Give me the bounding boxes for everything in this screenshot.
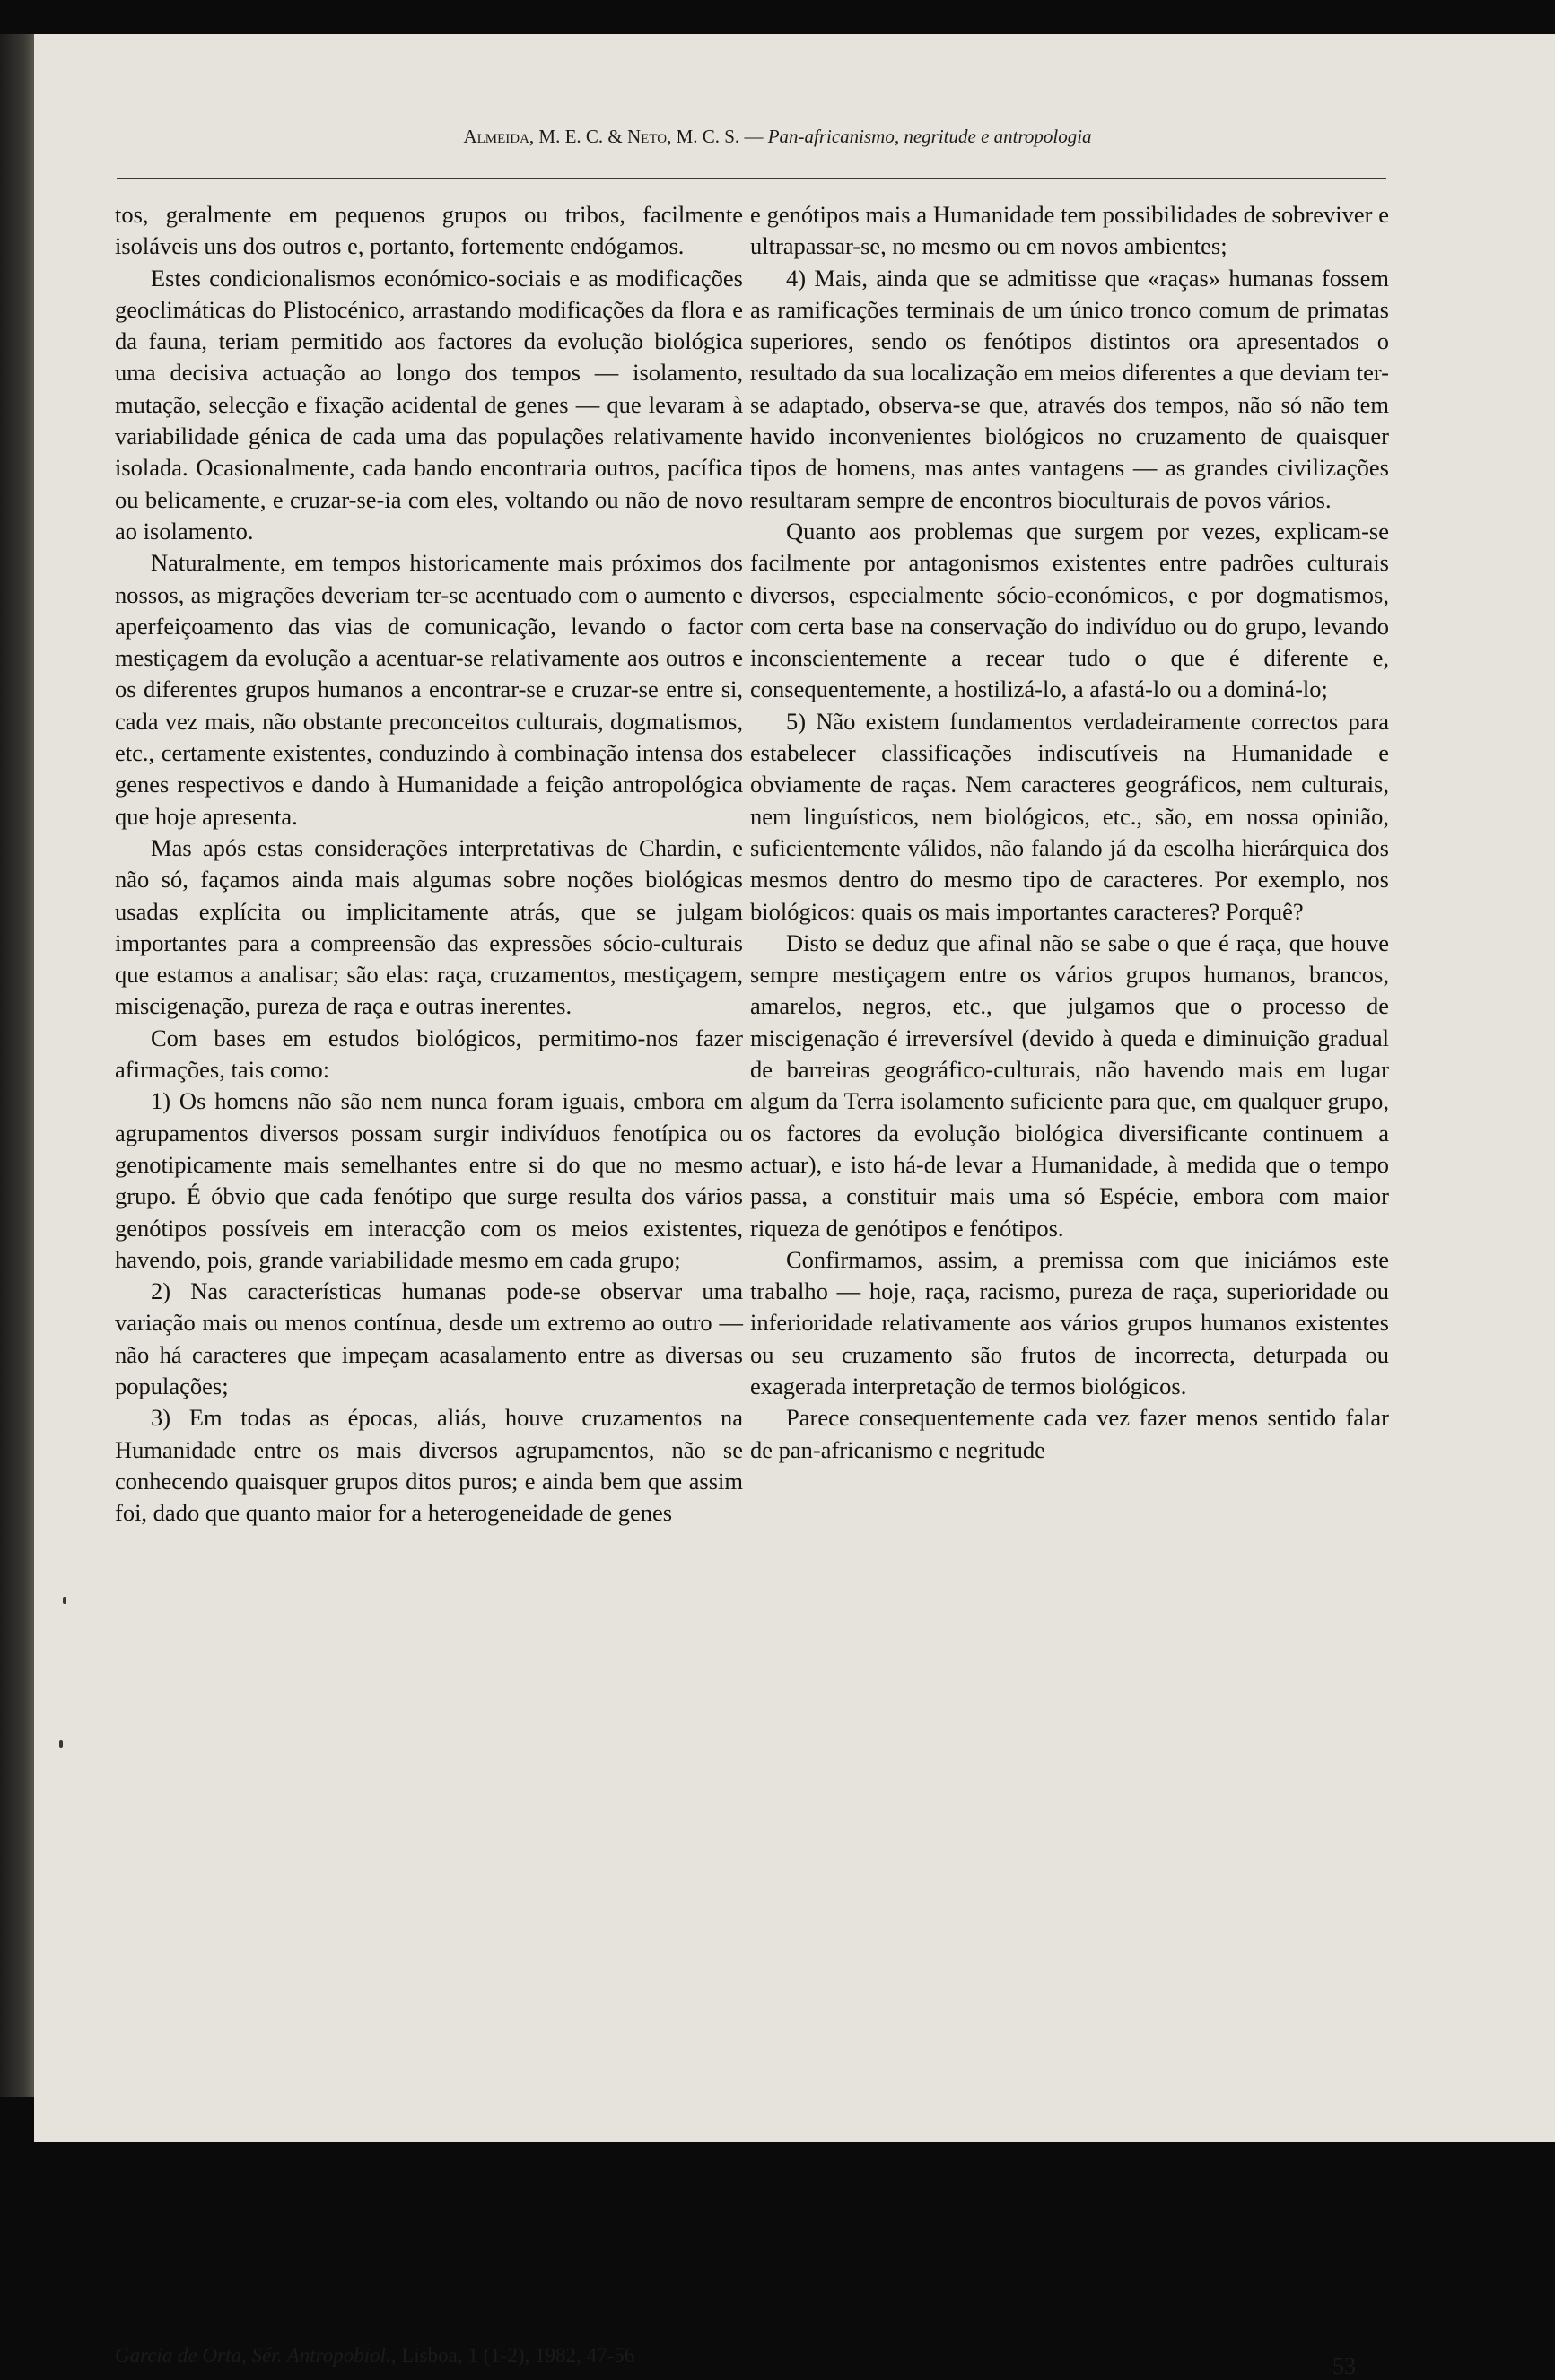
paragraph: Disto se deduz que afinal não se sabe o que é raça, que houve sempre mestiçagem entre os vários grupos humanos, brancos, amarelos, negros, etc., que julgamos que o processo de miscigenação é irreversível (devido à queda e diminuição gradual de barreiras geográfico-culturais, não havendo mais em lugar algum da Terra isolamento suficiente para que, em qualquer grupo, os factores da evolução biológica diversificante continuem a actuar), e isto há-de levar a Humanidade, à medida que o tempo passa, a constituir mais uma só Espécie, embora com maior riqueza de genótipos e fenótipos. (750, 928, 1389, 1242)
list-item-4: 4) Mais, ainda que se admitisse que «raças» humanas fossem as ramificações terminais de um único tronco comum de primatas superiores, sendo os fenótipos distintos ora apresentados o resultado da sua localização em meios diferentes a que deviam ter-se adaptado, observa-se que, através dos tempos, não só não tem havido inconvenientes biológicos no cruzamento de quaisquer tipos de homens, mas antes vantagens — as grandes civilizações resultaram sempre de encontros bioculturais de povos vários. (750, 264, 1389, 513)
right-column (750, 199, 1389, 1466)
paragraph: Quanto aos problemas que surgem por vezes, explicam-se facilmente por antagonismos existentes entre padrões culturais diversos, especialmente sócio-económicos, e por dogmatismos, com certa base na conservação do indivíduo ou do grupo, levando inconscientemente a recear tudo o que é diferente e, consequentemente, a hostilizá-lo, a afastá-lo ou a dominá-lo; (750, 517, 1389, 703)
page-number: 53 (1332, 2353, 1356, 2379)
header-authors: Almeida, M. E. C. & Neto, M. C. S. (463, 126, 740, 147)
scan-speck (59, 1740, 63, 1748)
journal-citation (115, 2344, 634, 2367)
paragraph: Naturalmente, em tempos historicamente mais próximos dos nossos, as migrações deveriam ter-se acentuado com o aumento e aperfeiçoamento das vias de comunicação, levando o factor mestiçagem da evolução a acentuar-se relativamente aos outros e os diferentes grupos humanos a encontrar-se e cruzar-se entre si, cada vez mais, não obstante preconceitos culturais, dogmatismos, etc., certamente existentes, conduzindo à combinação intensa dos genes respectivos e dando à Humanidade a feição antropológica que hoje apresenta. (115, 549, 743, 830)
list-item-3: 3) Em todas as épocas, aliás, houve cruzamentos na Humanidade entre os mais diversos agrupamentos, não se conhecendo quaisquer grupos ditos puros; e ainda bem que assim foi, dado que quanto maior for a heterogeneidade de genes (115, 1404, 743, 1527)
paragraph: Mas após estas considerações interpretativas de Chardin, e não só, façamos ainda mais algumas sobre noções biológicas usadas explícita ou implicitamente atrás, que se julgam importantes para a compreensão das expressões sócio-culturais que estamos a analisar; são elas: raça, cruzamentos, mestiçagem, miscigenação, pureza de raça e outras inerentes. (115, 833, 743, 1020)
paragraph: e genótipos mais a Humanidade tem possibilidades de sobreviver e ultrapassar-se, no mesmo ou em novos ambientes; (750, 201, 1389, 260)
left-column (115, 199, 743, 1529)
paragraph: Confirmamos, assim, a premissa com que iniciámos este trabalho — hoje, raça, racismo, pureza de raça, superioridade ou inferioridade relativamente aos vários grupos humanos existentes ou seu cruzamento são frutos de incorrecta, deturpada ou exagerada interpretação de termos biológicos. (750, 1245, 1389, 1399)
paragraph: tos, geralmente em pequenos grupos ou tribos, facilmente isoláveis uns dos outros e, portanto, fortemente endógamos. (115, 201, 743, 260)
journal-details: Lisboa, 1 (1-2), 1982, 47-56 (396, 2344, 635, 2367)
scan-speck (63, 1597, 66, 1604)
scan-left-edge (0, 34, 34, 2097)
header-title: Pan-africanismo, negritude e antropologia (767, 126, 1092, 147)
list-item-1: 1) Os homens não são nem nunca foram iguais, embora em agrupamentos diversos possam surgir indivíduos fenotípica ou genotipicamente mais semelhantes entre si do que no mesmo grupo. É óbvio que cada fenótipo que surge resulta dos vários genótipos possíveis em interacção com os meios existentes, havendo, pois, grande variabilidade mesmo em cada grupo; (115, 1087, 743, 1273)
header-rule (117, 178, 1386, 179)
list-item-5: 5) Não existem fundamentos verdadeiramente correctos para estabelecer classificações indiscutíveis na Humanidade e obviamente de raças. Nem caracteres geográficos, nem culturais, nem linguísticos, nem biológicos, etc., são, em nossa opinião, suficientemente válidos, não falando já da escolha hierárquica dos mesmos dentro do mesmo tipo de caracteres. Por exemplo, nos biológicos: quais os mais importantes caracteres? Porquê? (750, 707, 1389, 925)
header-separator: — (739, 126, 768, 147)
list-item-2: 2) Nas características humanas pode-se observar uma variação mais ou menos contínua, desde um extremo ao outro — não há caracteres que impeçam acasalamento entre as diversas populações; (115, 1277, 743, 1399)
journal-name: Garcia de Orta, Sér. Antropobiol., (115, 2344, 397, 2367)
running-header (108, 126, 1447, 148)
paragraph: Parece consequentemente cada vez fazer menos sentido falar de pan-africanismo e negritude (750, 1404, 1389, 1463)
paragraph: Estes condicionalismos económico-sociais e as modificações geoclimáticas do Plistocénico, arrastando modificações da flora e da fauna, teriam permitido aos factores da evolução biológica uma decisiva actuação ao longo dos tempos — isolamento, mutação, selecção e fixação acidental de genes — que levaram à variabilidade génica de cada uma das populações relativamente isolada. Ocasionalmente, cada bando encontraria outros, pacífica ou belicamente, e cruzar-se-ia com eles, voltando ou não de novo ao isolamento. (115, 264, 743, 545)
paragraph: Com bases em estudos biológicos, permitimo-nos fazer afirmações, tais como: (115, 1024, 743, 1084)
